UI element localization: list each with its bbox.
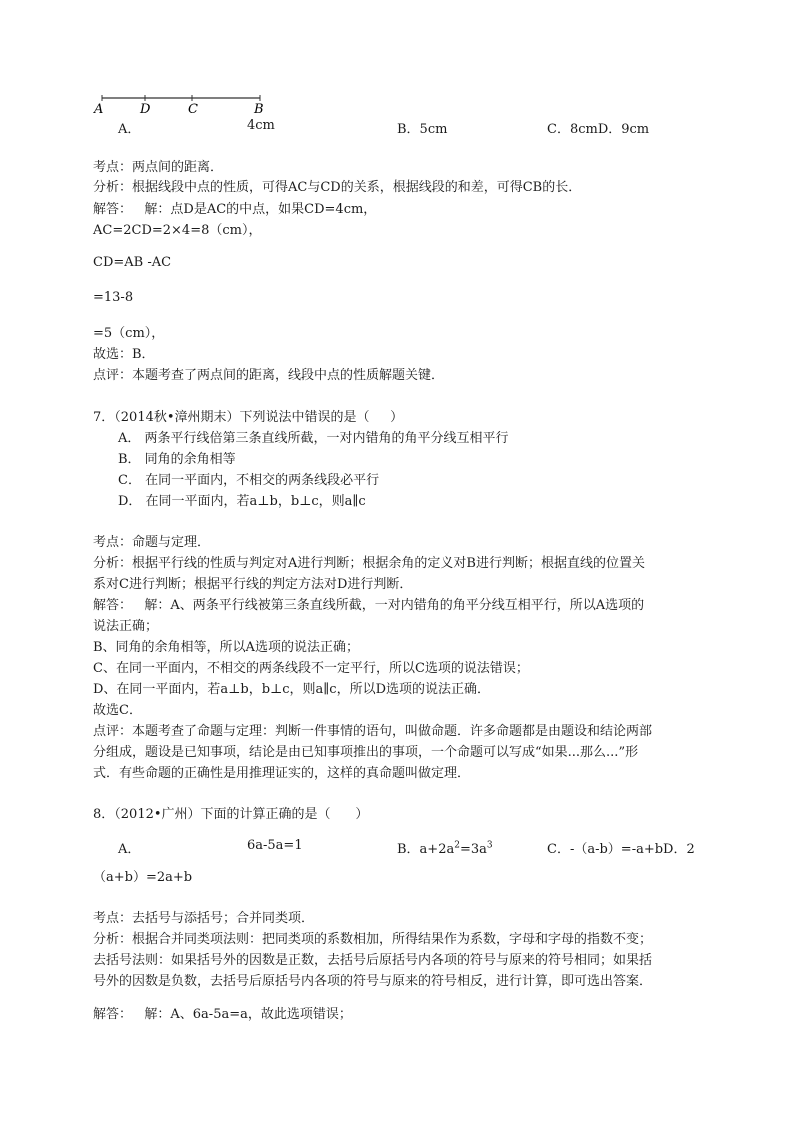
q8-option-a-label: A． [118,842,141,857]
q7-option-b: B． 同角的余角相等 [118,452,236,467]
q7-jieda-2: 说法正确； [93,619,159,634]
q6-fenxi: 分析：根据线段中点的性质，可得AC与CD的关系，根据线段的和差，可得CB的长． [93,180,582,195]
line-segment-figure [90,90,280,120]
q7-dianping-3: 式．有些命题的正确性是用推理证实的，这样的真命题叫做定理． [93,766,471,781]
q8-fenxi-1: 分析：根据合并同类项法则：把同类项的系数相加，所得结果作为系数，字母和字母的指数不变； [93,932,653,947]
q6-option-a-label: A． [118,122,141,137]
q6-option-cd: C．8cmD．9cm [547,122,650,137]
q7-jieda-1: 解答： 解：A、两条平行线被第三条直线所截，一对内错角的角平分线互相平行，所以A选项的 [93,598,645,613]
q7-stem: 7．（2014秋•漳州期末）下列说法中错误的是（ ） [93,410,404,425]
q6-option-b: B．5cm [397,122,448,137]
q7-c-line: C、在同一平面内，不相交的两条线段不一定平行，所以C选项的说法错误； [93,661,529,676]
label-d: D [140,102,151,117]
q6-dianping: 点评：本题考查了两点间的距离，线段中点的性质解题关键． [93,368,445,383]
q7-dianping-2: 分组成，题设是已知事项，结论是由已知事项推出的事项，一个命题可以写成“如果...那么...”形 [93,745,639,760]
q8-stem: 8．（2012•广州）下面的计算正确的是（ ） [93,807,369,822]
q8-option-a-value: 6a-5a=1 [247,838,303,853]
q6-step4: =5（cm）， [93,326,165,341]
q8-fenxi-3: 号外的因数是负数，去括号后原括号内各项的符号与原来的符号相反，进行计算，即可选出答案． [93,974,653,989]
q8-option-b-pre: B．a+2a [397,842,455,857]
q6-jieda: 解答： 解：点D是AC的中点，如果CD=4cm， [93,202,377,217]
q7-b-line: B、同角的余角相等，所以A选项的说法正确； [93,640,359,655]
q8-kaodian: 考点：去括号与添括号；合并同类项． [93,911,315,926]
q7-fenxi-1: 分析：根据平行线的性质与判定对A进行判断；根据余角的定义对B进行判断；根据直线的位置关 [93,556,645,571]
label-c: C [188,102,198,117]
q7-option-a: A． 两条平行线倍第三条直线所截，一对内错角的角平分线互相平行 [118,431,509,446]
q7-guxuan: 故选C． [93,703,142,718]
q7-kaodian: 考点：命题与定理． [93,535,211,550]
q6-step2: CD=AB -AC [93,255,172,270]
q8-fenxi-2: 去括号法则：如果括号外的因数是正数，去括号后原括号内各项的符号与原来的符号相同；如果括 [93,953,653,968]
q6-option-a-value: 4cm [247,118,275,133]
q7-option-d: D． 在同一平面内，若a⊥b，b⊥c，则a∥c [118,494,366,509]
q8-option-b-exp1: 2 [454,840,460,851]
label-b: B [254,102,264,117]
q6-step3: =13-8 [93,290,134,305]
q8-option-cd: C．-（a-b）=-a+bD．2 [547,842,695,857]
q6-kaodian: 考点：两点间的距离． [93,160,224,175]
q7-dianping-1: 点评：本题考查了命题与定理：判断一件事情的语句，叫做命题．许多命题都是由题设和结论两部 [93,724,653,739]
q8-option-d-cont: （a+b）=2a+b [93,870,193,885]
q8-option-b-exp2: 3 [486,840,493,851]
q6-step1: AC=2CD=2×4=8（cm）， [93,223,262,238]
q8-jieda: 解答： 解：A、6a-5a=a，故此选项错误； [93,1007,352,1022]
q7-fenxi-2: 系对C进行判断；根据平行线的判定方法对D进行判断． [93,577,413,592]
q8-option-b [397,838,493,857]
q7-d-line: D、在同一平面内，若a⊥b，b⊥c，则a∥c，所以D选项的说法正确． [93,682,491,697]
q7-option-c: C． 在同一平面内，不相交的两条线段必平行 [118,473,380,488]
label-a: A [94,102,104,117]
q8-option-b-mid: =3a [459,842,487,857]
q6-guxuan: 故选：B． [93,347,155,362]
